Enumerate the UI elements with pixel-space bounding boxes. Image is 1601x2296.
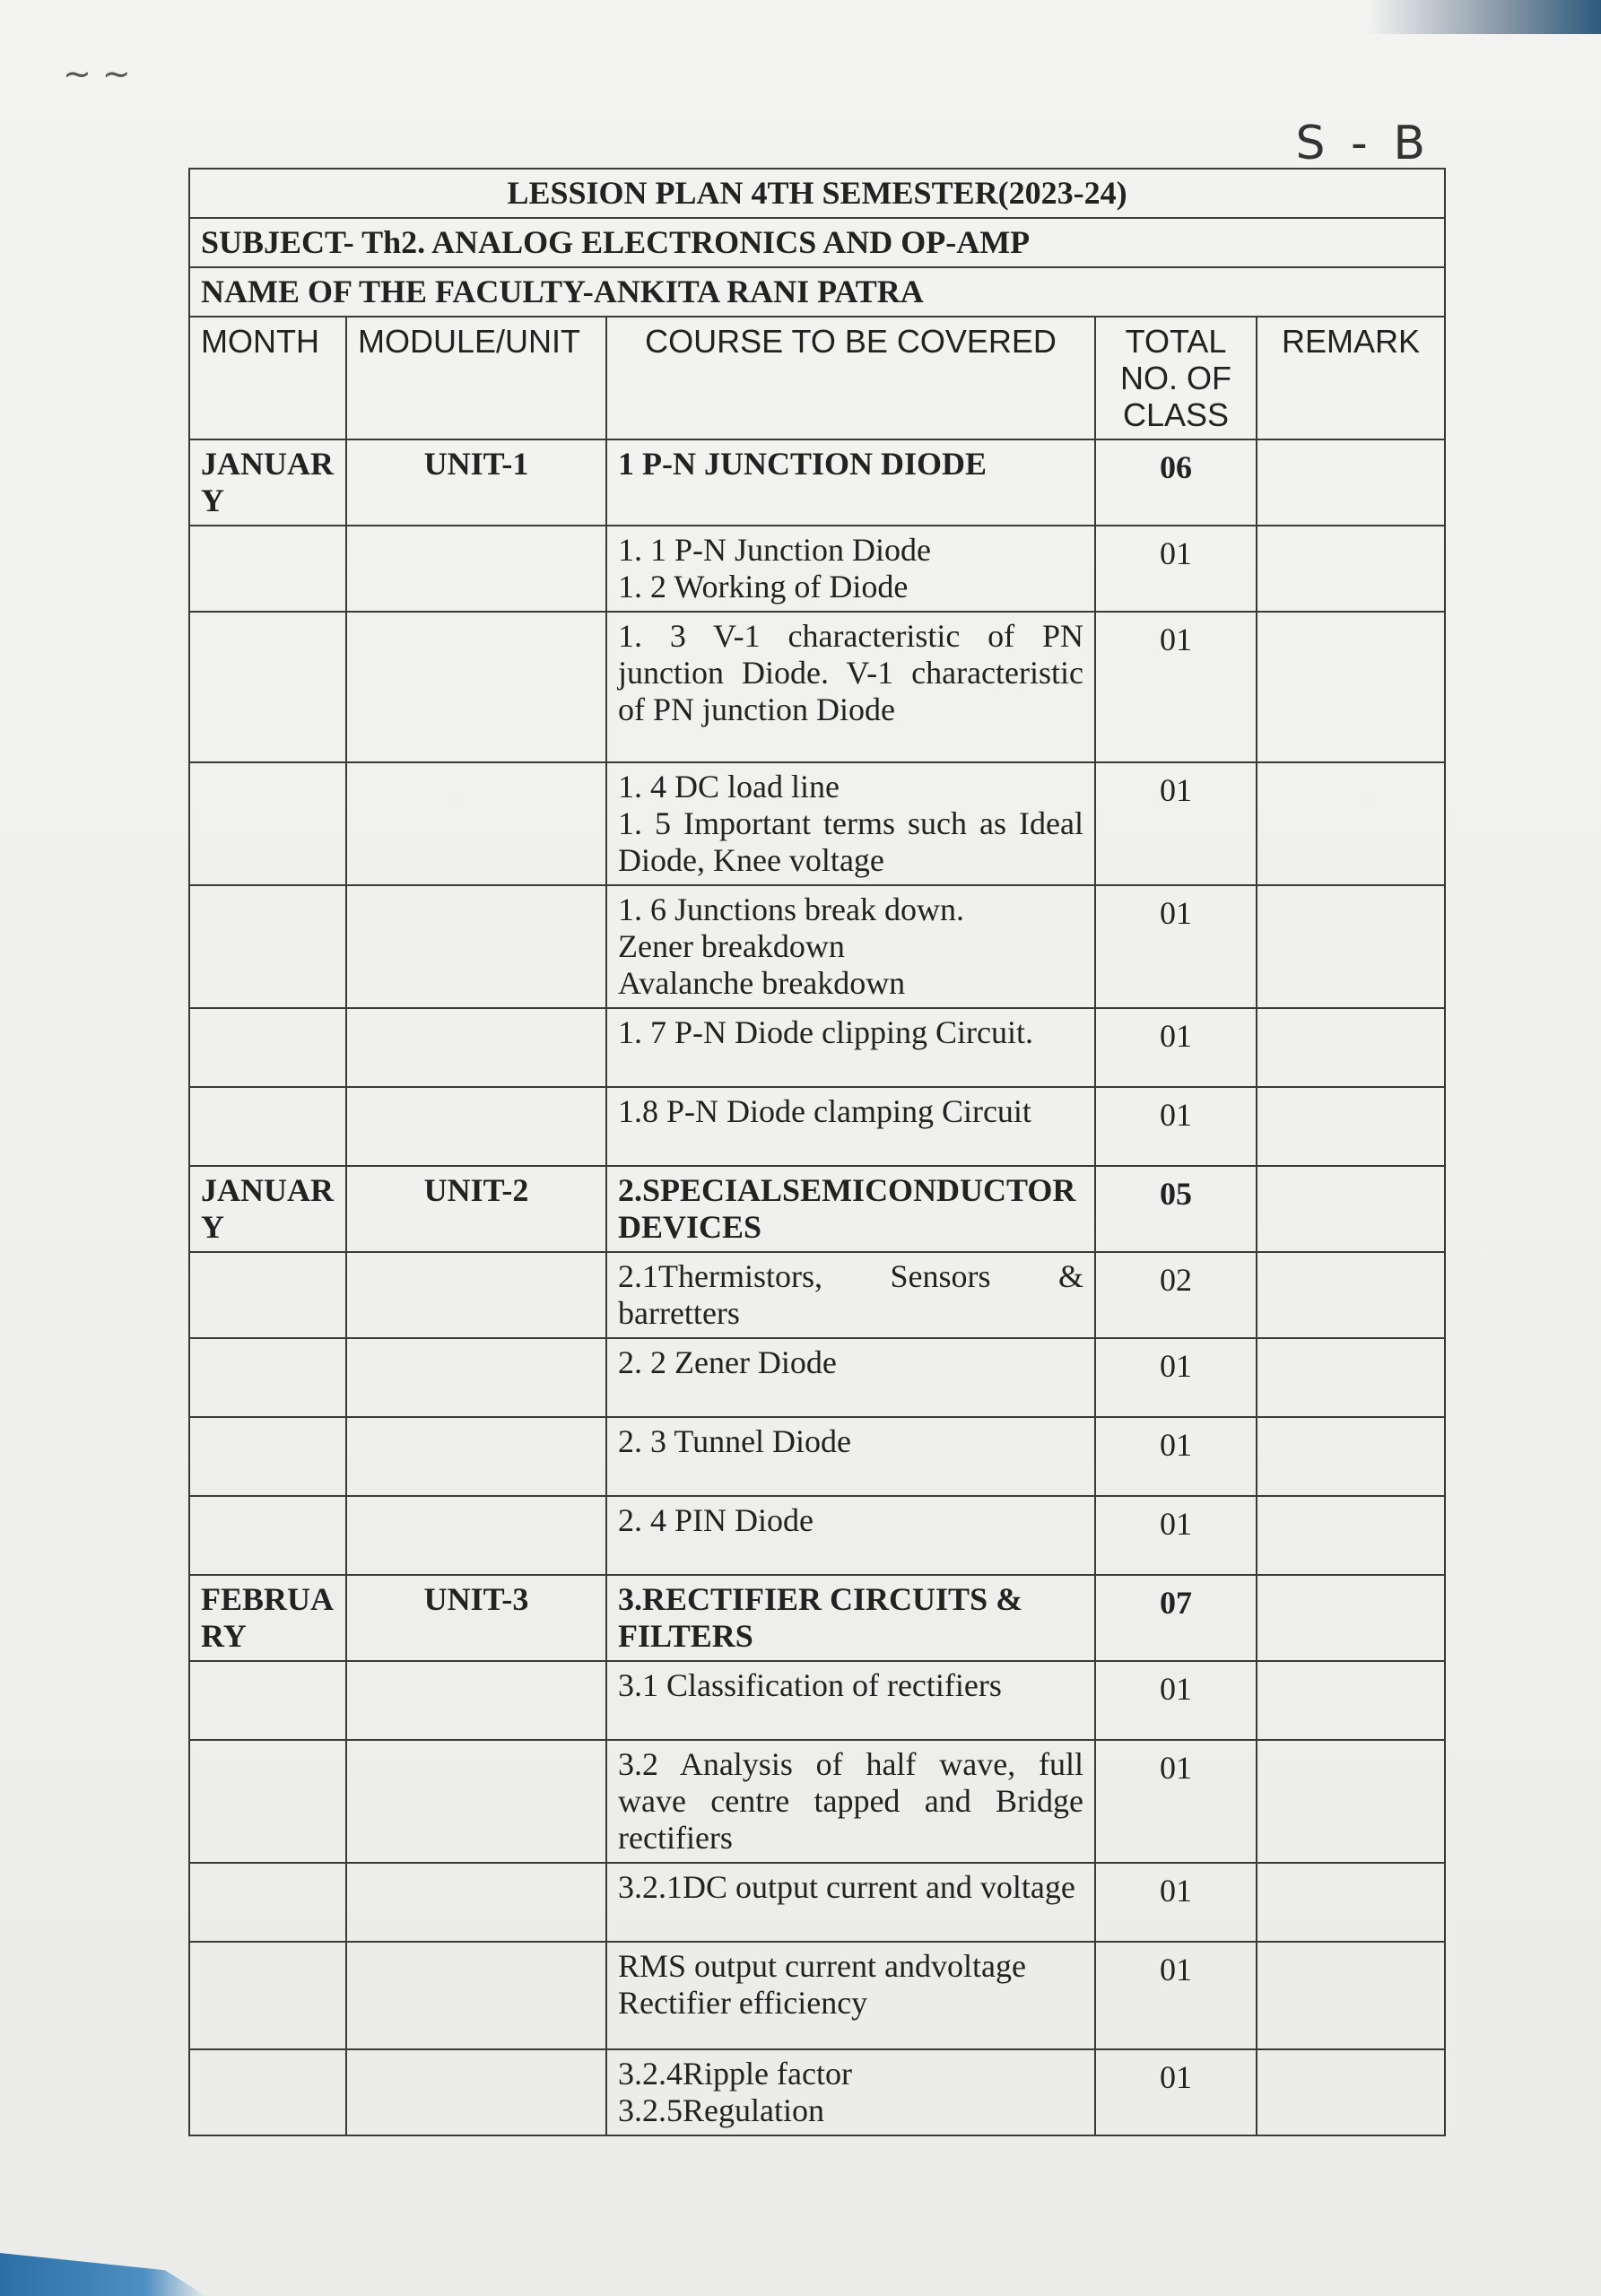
month-cell: [189, 1252, 346, 1338]
remark-cell: [1257, 2049, 1445, 2135]
course-topic-text: RMS output current andvoltage: [618, 1948, 1026, 1984]
course-cell: [606, 1166, 1095, 1252]
lesson-plan-sheet: [188, 168, 1444, 2136]
remark-cell: [1257, 885, 1445, 1008]
module-unit-cell: [346, 1942, 606, 2049]
month-cell: [189, 1338, 346, 1417]
month-cell: [189, 1740, 346, 1863]
module-unit-cell: UNIT-1: [346, 439, 606, 526]
table-row: [189, 1942, 1445, 2049]
month-cell: [189, 762, 346, 885]
course-cell: [606, 1417, 1095, 1496]
class-count-cell: 01: [1095, 1740, 1257, 1863]
remark-cell: [1257, 1496, 1445, 1575]
course-topic-text: 1. 3 V-1 characteristic of PN junction Diode. V-1 characteristic of PN junction Diode: [618, 618, 1083, 727]
remark-cell: [1257, 1338, 1445, 1417]
corner-scribble: ~ ~: [63, 54, 131, 93]
remark-cell: [1257, 1863, 1445, 1942]
course-topic-text: 1 P-N JUNCTION DIODE: [618, 446, 988, 482]
course-cell: [606, 2049, 1095, 2135]
table-row: [189, 2049, 1445, 2135]
column-header-module: MODULE/UNIT: [346, 317, 606, 439]
month-cell: [189, 1008, 346, 1087]
course-cell: [606, 1740, 1095, 1863]
course-cell: [606, 762, 1095, 885]
class-count-cell: 07: [1095, 1575, 1257, 1661]
course-topic-text: 2.SPECIALSEMICONDUCTOR DEVICES: [618, 1172, 1076, 1245]
course-cell: [606, 885, 1095, 1008]
month-cell: [189, 1942, 346, 2049]
remark-cell: [1257, 612, 1445, 762]
module-unit-cell: [346, 885, 606, 1008]
table-row: [189, 1417, 1445, 1496]
table-row: [189, 1661, 1445, 1740]
module-unit-cell: UNIT-3: [346, 1575, 606, 1661]
course-topic-text: 2. 2 Zener Diode: [618, 1344, 837, 1380]
module-unit-cell: [346, 1338, 606, 1417]
module-unit-cell: [346, 2049, 606, 2135]
month-cell: [189, 1087, 346, 1166]
course-topic-text: 3.2 Analysis of half wave, full wave centre tapped and Bridge rectifiers: [618, 1746, 1083, 1856]
course-cell: [606, 1252, 1095, 1338]
course-topic-text: 3.RECTIFIER CIRCUITS & FILTERS: [618, 1581, 1023, 1654]
module-unit-cell: [346, 1740, 606, 1863]
remark-cell: [1257, 526, 1445, 612]
subject-line: SUBJECT- Th2. ANALOG ELECTRONICS AND OP-AMP: [189, 218, 1445, 267]
course-topic-text: 1.8 P-N Diode clamping Circuit: [618, 1093, 1031, 1129]
plan-title: LESSION PLAN 4TH SEMESTER(2023-24): [189, 169, 1445, 218]
class-count-cell: 01: [1095, 1496, 1257, 1575]
month-cell: [189, 1661, 346, 1740]
remark-cell: [1257, 1252, 1445, 1338]
month-cell: [189, 885, 346, 1008]
remark-cell: [1257, 1166, 1445, 1252]
table-row: [189, 612, 1445, 762]
module-unit-cell: [346, 1496, 606, 1575]
course-topic-text: Rectifier efficiency: [618, 1985, 868, 2021]
course-topic-text: 3.2.5Regulation: [618, 2092, 824, 2128]
class-count-cell: 02: [1095, 1252, 1257, 1338]
class-count-cell: 01: [1095, 1087, 1257, 1166]
course-topic-text: 3.2.4Ripple factor: [618, 2056, 852, 2092]
module-unit-cell: [346, 1008, 606, 1087]
course-topic-text: 2. 4 PIN Diode: [618, 1502, 814, 1538]
month-cell: [189, 1863, 346, 1942]
module-unit-cell: [346, 1252, 606, 1338]
table-row: [189, 1863, 1445, 1942]
class-count-cell: 01: [1095, 612, 1257, 762]
module-unit-cell: UNIT-2: [346, 1166, 606, 1252]
course-cell: [606, 1338, 1095, 1417]
course-cell: [606, 1496, 1095, 1575]
remark-cell: [1257, 439, 1445, 526]
class-count-cell: 01: [1095, 1338, 1257, 1417]
course-topic-text: 2. 3 Tunnel Diode: [618, 1423, 852, 1459]
class-count-cell: 01: [1095, 762, 1257, 885]
course-topic-text: Avalanche breakdown: [618, 965, 906, 1001]
month-cell: [189, 1496, 346, 1575]
module-unit-cell: [346, 1417, 606, 1496]
table-row: [189, 1166, 1445, 1252]
class-count-cell: 01: [1095, 1942, 1257, 2049]
course-topic-text: 1. 5 Important terms such as Ideal Diode, Knee voltage: [618, 805, 1083, 878]
table-row: [189, 439, 1445, 526]
module-unit-cell: [346, 1661, 606, 1740]
course-topic-text: 2.1Thermistors, Sensors & barretters: [618, 1258, 1083, 1331]
course-cell: [606, 439, 1095, 526]
course-cell: [606, 1942, 1095, 2049]
table-row: [189, 526, 1445, 612]
remark-cell: [1257, 1575, 1445, 1661]
module-unit-cell: [346, 762, 606, 885]
remark-cell: [1257, 762, 1445, 885]
class-count-cell: 01: [1095, 2049, 1257, 2135]
table-row: [189, 1008, 1445, 1087]
class-count-cell: 01: [1095, 1863, 1257, 1942]
faculty-line: NAME OF THE FACULTY-ANKITA RANI PATRA: [189, 267, 1445, 317]
course-topic-text: 1. 2 Working of Diode: [618, 569, 909, 604]
column-header-course: COURSE TO BE COVERED: [606, 317, 1095, 439]
month-cell: [189, 612, 346, 762]
module-unit-cell: [346, 612, 606, 762]
course-cell: [606, 1575, 1095, 1661]
remark-cell: [1257, 1087, 1445, 1166]
module-unit-cell: [346, 1087, 606, 1166]
month-cell: [189, 1417, 346, 1496]
month-cell: FEBRUARY: [189, 1575, 346, 1661]
remark-cell: [1257, 1008, 1445, 1087]
course-cell: [606, 1087, 1095, 1166]
course-topic-text: Zener breakdown: [618, 928, 845, 964]
table-row: [189, 1740, 1445, 1863]
column-header-total: TOTAL NO. OF CLASS: [1095, 317, 1257, 439]
table-row: [189, 1252, 1445, 1338]
class-count-cell: 01: [1095, 1661, 1257, 1740]
column-header-month: MONTH: [189, 317, 346, 439]
class-count-cell: 01: [1095, 1417, 1257, 1496]
course-cell: [606, 1863, 1095, 1942]
month-cell: [189, 2049, 346, 2135]
class-count-cell: 01: [1095, 1008, 1257, 1087]
module-unit-cell: [346, 526, 606, 612]
remark-cell: [1257, 1942, 1445, 2049]
table-row: [189, 885, 1445, 1008]
course-topic-text: 3.1 Classification of rectifiers: [618, 1667, 1002, 1703]
course-topic-text: 1. 4 DC load line: [618, 769, 840, 804]
table-row: [189, 1087, 1445, 1166]
course-topic-text: 1. 7 P-N Diode clipping Circuit.: [618, 1014, 1033, 1050]
month-cell: [189, 526, 346, 612]
class-count-cell: 01: [1095, 526, 1257, 612]
column-header-remark: REMARK: [1257, 317, 1445, 439]
course-cell: [606, 1008, 1095, 1087]
top-right-shadow: [1368, 0, 1601, 34]
course-cell: [606, 1661, 1095, 1740]
course-topic-text: 1. 1 P-N Junction Diode: [618, 532, 931, 568]
module-unit-cell: [346, 1863, 606, 1942]
month-cell: JANUARY: [189, 1166, 346, 1252]
month-cell: JANUARY: [189, 439, 346, 526]
course-cell: [606, 526, 1095, 612]
remark-cell: [1257, 1740, 1445, 1863]
table-row: [189, 1575, 1445, 1661]
course-topic-text: 3.2.1DC output current and voltage: [618, 1869, 1075, 1905]
remark-cell: [1257, 1417, 1445, 1496]
course-cell: [606, 612, 1095, 762]
table-row: [189, 762, 1445, 885]
lesson-plan-table: [188, 168, 1446, 2136]
class-count-cell: 06: [1095, 439, 1257, 526]
remark-cell: [1257, 1661, 1445, 1740]
handwritten-note: S - B: [1295, 117, 1431, 170]
class-count-cell: 05: [1095, 1166, 1257, 1252]
table-row: [189, 1338, 1445, 1417]
course-topic-text: 1. 6 Junctions break down.: [618, 891, 964, 927]
table-row: [189, 1496, 1445, 1575]
class-count-cell: 01: [1095, 885, 1257, 1008]
